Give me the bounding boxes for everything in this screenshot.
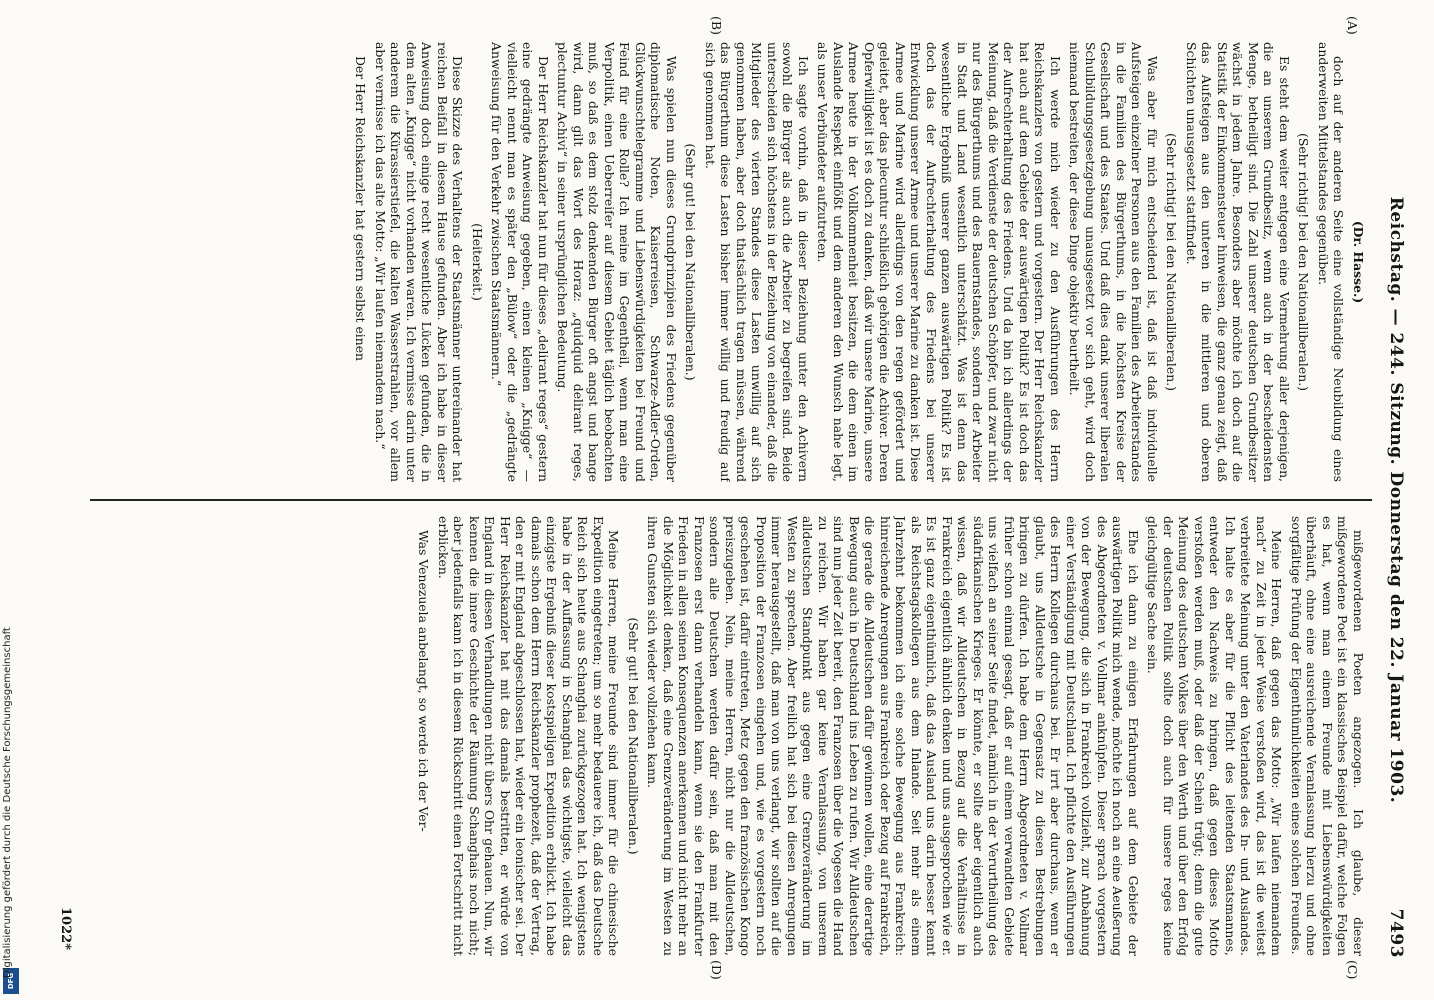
scanned-page <box>50 10 1424 990</box>
paragraph: Ehe ich dann zu einigen Erfahrungen auf dem Gebiete der auswärtigen Politik mich wende, möchte ich noch an eine Aeußerung des Abgeordneten v. Vollmar anknüpfen. Dieser sprach vorgestern von der Bewegung, die sich in Frankreich vollzieht, zur Anbahnung einer Verständigung mit Deutschland. Ich pflichte den Ausführungen des Herrn Kollegen durchaus bei. Er irrt aber durchaus, wenn er glaubt, uns Alldeutsche in Gegensatz zu diesen Bestrebungen bringen zu dürfen. Ich habe dem Herrn Abgeordneten v. Vollmar früher schon einmal gesagt, daß er auf einem verwandten Gebiete uns vielfach an seiner Seite findet, nämlich in der Verurtheilung des südafrikanischen Krieges. Er könnte, er sollte aber eigentlich auch wissen, daß wir Alldeutschen in Bezug auf die Verhältnisse in Frankreich eigentlich ähnlich denken und uns ausgesprochen wie er. Es ist ganz eigenthümlich, daß das Ausland uns darin besser kennt als Reichstagskollegen aus dem Inlande. Seit mehr als einem Jahrzehnt bekommen ich eine solche Bewegung aus Frankreich: hinreichende Anregungen aus Frankreich oder Bezug auf Frankreich, die gerade die Alldeutschen dafür gewinnen wollen, eine derartige Bewegung auch in Deutschland ins Leben zu rufen. Wir Alldeutschen sind nun jeder Zeit bereit, den Franzosen über die Vogesen die Hand zu reichen. Wir haben gar keine Veranlassung, von unserem alldeutschen Standpunkt aus gegen eine Grenzveränderung im Westen zu sprechen. Aber freilich hat sich bei diesen Anregungen immer herausgestellt, daß man von uns verlangt, wir sollten auf die Proposition der Franzosen eingehen und, wie es vorgestern noch geschehen ist, dafür eintreten, Metz gegen den französischen Kongo preiszugeben. Nein, meine Herren, nicht nur die Alldeutschen, sondern alle Deutschen werden dafür sein, daß man mit den Franzosen erst dann verhandeln kann, wenn sie den Frankfurter Frieden in allen seinen Konsequenzen anerkennen und nicht mehr an die Möglichkeit denken, daß eine Grenzveränderung im Westen zu ihren Gunsten sich wieder vollziehen kann. <box>645 516 1141 956</box>
paragraph: doch auf der anderen Seite eine vollständige Neubildung eines anderweiten Mittelstandes gegenüber. <box>1316 42 1347 482</box>
paragraph: (Heiterkeit.) <box>470 223 485 301</box>
paragraph: Was Venezuela anbelangt, so werde ich der Ver- <box>416 530 432 832</box>
margin-marker-a: (A) <box>1345 16 1360 35</box>
page-number: 7493 <box>1386 908 1406 958</box>
page-header-title: Reichstag. — 244. Sitzung. Donnerstag den 22. Januar 1903. <box>1386 196 1406 804</box>
right-column <box>80 516 1366 956</box>
paragraph: (Sehr gut! bei den Nationalliberalen.) <box>683 143 699 381</box>
dfg-logo: DFG <box>3 968 19 994</box>
paragraph: Was spielen nun dieses Grundprinzipien des Friedens gegenüber diplomatische Noten, Kaiserreisen, Schwarze-Adler-Orden, Glückwunschtelegramme und Liebenswürdigkeiten bei Freund und Feind für eine Rolle? Ich meine im Gegentheil, wenn man eine Verpolitik, einen Ueberreifer auf diesem Gebiet täglich beobachten muß, so daß es dem stolz denkenden Bürger oft angst und bange wird, dann gilt das Wort des Horaz: „quidquid delirant reges, plectuntur Achivi“ in seiner ursprünglichen Bedeutung. <box>555 42 679 482</box>
column-divider <box>90 499 1372 501</box>
paragraph: Es steht dem weiter entgegen eine Vermehrung aller derjenigen, die an unserem Grundbesitz, wenn auch in der bescheidensten Menge, betheiligt sind. Die Zahl unserer deutschen Grundbesitzer wächst in jedem Jahre. Besonders aber möchte ich doch auf die Statistik der Einkommensteuer hinweisen, die ganz genau zeigt, daß das Aufsteigen aus den unteren in die mittleren und oberen Schichten unausgesetzt stattfindet. <box>1184 42 1292 482</box>
paragraph: Ich sagte vorhin, daß in dieser Beziehung unter den Achivern sowohl die Bürger als auch die Arbeiter zu begreifen sind. Beide unterscheiden sich höchstens in der Beziehung von einander, daß die Mitglieder des vierten Standes diese Lasten unwillig auf sich genommen haben, aber doch thatsächlich tragen müssen, während das Bürgerthum diese Lasten bisher immer willig und freudig auf sich genommen hat. <box>703 42 811 482</box>
speaker-name: (Dr. Hasse.) <box>1351 220 1366 304</box>
right-column-paragraphs <box>416 516 1366 956</box>
paragraph: Der Herr Reichskanzler hat nun für dieses „delirant reges“ gestern eine gedrängte Anweisung gegeben, einen kleinen „Knigge“ — vielleicht nennt man es später den „Bülow“ oder die „gedrängte Anweisung für den Verkehr zwischen Staatsmännern.“ <box>489 42 551 482</box>
margin-marker-c: (C) <box>1345 960 1360 980</box>
left-column-paragraphs <box>353 42 1347 482</box>
paragraph: Was aber für mich entscheidend ist, daß ist daß individuelle Aufsteigen einzelner Personen aus den Familien des Arbeiterstandes in die Familien des Bürgerthums, in die höchsten Kreise der Gesellschaft und des Staates. Und daß dies dank unserer liberalen Schulbildungsgesetzgebung unausgesetzt vor sich geht, wird doch niemand bestreiten, der diese Dinge objektiv beurtheilt. <box>1067 42 1160 482</box>
page-header <box>1376 42 1414 958</box>
page-content <box>50 10 1424 990</box>
paragraph: Diese Skizze des Verhaltens der Staatsmänner untereinander hat reichen Beifall in diesem Hause gefunden. Aber ich habe in dieser Anweisung doch einige recht wesentliche Lücken gefunden, die in dem alten „Knigge“ nicht vorhanden waren. Ich vermisse darin unter anderem die Kürassierstiefel, die kalten Wasserstrahlen, vor allem aber vermisse ich das alte Motto: „Wir laufen niemandem nach.“ <box>373 42 466 482</box>
margin-marker-d: (D) <box>709 960 724 980</box>
left-column <box>80 42 1366 482</box>
paragraph: Der Herr Reichskanzler hat gestern selbst einen <box>353 56 369 362</box>
paragraph: Meine Herren, meine Freunde sind immer für die chinesische Expedition eingetreten; um so mehr bedauere ich, daß das Deutsche Reich sich heute aus Schanghai zurückgezogen hat. Ich wenigstens habe in der Auffassung in Schanghai das wichtigste, vielleicht das einzigste Ergebniß dieser kostspieligen Expedition erblickt. Ich habe damals schon dem Herrn Reichskanzler prophezeit, daß der Vertrag, den er mit England abgeschlossen hat, wieder ein leonischer sei. Der Herr Reichskanzler hat mit das damals bestritten, er würde von England in diesen Verhandlungen nicht übers Ohr gehauen. Nun, wir kennen die innere Geschichte der Räumung Schanghais noch nicht; aber jedenfalls kann ich in diesem Rückschritt einen Fortschritt nicht erblicken. <box>436 516 622 956</box>
paragraph: mißgewordenen Poeten angezogen. Ich glaube, dieser mißgewordene Poet ist ein klassisches Beispiel dafür, welche Folgen es hat, wenn man einem Freunde mit Liebenswürdigkeiten überhäuft, ohne eine ausreichende Veranlassung hierzu und ohne sorgfältige Prüfung der Eigenthümlichkeiten eines solchen Freundes. <box>1289 516 1366 956</box>
margin-marker-b: (B) <box>709 16 724 35</box>
credit-text: Digitalisierung gefördert durch die Deutsche Forschungsgemeinschaft <box>2 627 13 978</box>
paragraph: (Sehr richtig! bei den Nationalliberalen.) <box>1296 133 1312 391</box>
paragraph: (Sehr gut! bei den Nationalliberalen.) <box>626 617 641 855</box>
paragraph: (Sehr richtig! bei den Nationalliberalen.) <box>1164 133 1180 391</box>
digitization-credit <box>0 0 34 1000</box>
sheet-signature: 1022* <box>58 907 73 950</box>
paragraph: Ich werde mich wieder zu den Ausführungen des Herrn Reichskanzlers von gestern und vorgestern. Der Herr Reichskanzler hat auch auf dem Gebiete der auswärtigen Politik? Es ist doch das der Aufrechterhaltung des Friedens. Und da bin ich allerdings der Meinung, daß die Verdienste der deutschen Schöpfer, und zwar nicht nur des Bürgerthums und des Bauernstandes, sondern der Arbeiter in Stadt und Land wesentlich unterschätzt. Was ist denn das wesentliche Ergebniß unserer ganzen auswärtigen Politik? Es ist doch das der Aufrechterhaltung des Friedens bei unserer Entwicklung unserer Armee und unserer Marine zu danken ist. Diese Armee und Marine wird allerdings von den regen gefördert und geleitet, aber das plecuntur schließlich gehörigen die Achiver. Deren Opferwilligkeit ist es doch zu danken, daß wir unsere Marine, unsere Armee heute in der Vollkommenheit besitzen, die dem einen im Auslande Respekt einflößt und dem anderen den Wunsch nahe legt, als unser Verbündeter aufzutreten. <box>815 42 1063 482</box>
paragraph: Meine Herren, daß gegen das Motto: „Wir laufen niemandem nach“ zu Zeit in jeder Weise verstoßen wird, das ist die weitest verbreitete Meinung unter den Vaterlandes des In- und Auslandes. Ich halte es aber für die Pflicht des leitenden Staatsmannes, entweder den Nachweis zu bringen, daß gegen dieses Motto verstoßen werden muß, oder daß der Schein trügt; denn die gute Meinung des deutschen Volkes über den Werth und über den Erfolg der deutschen Politik sollte doch auch für unsere reges keine gleichgültige Sache sein. <box>1145 516 1285 956</box>
